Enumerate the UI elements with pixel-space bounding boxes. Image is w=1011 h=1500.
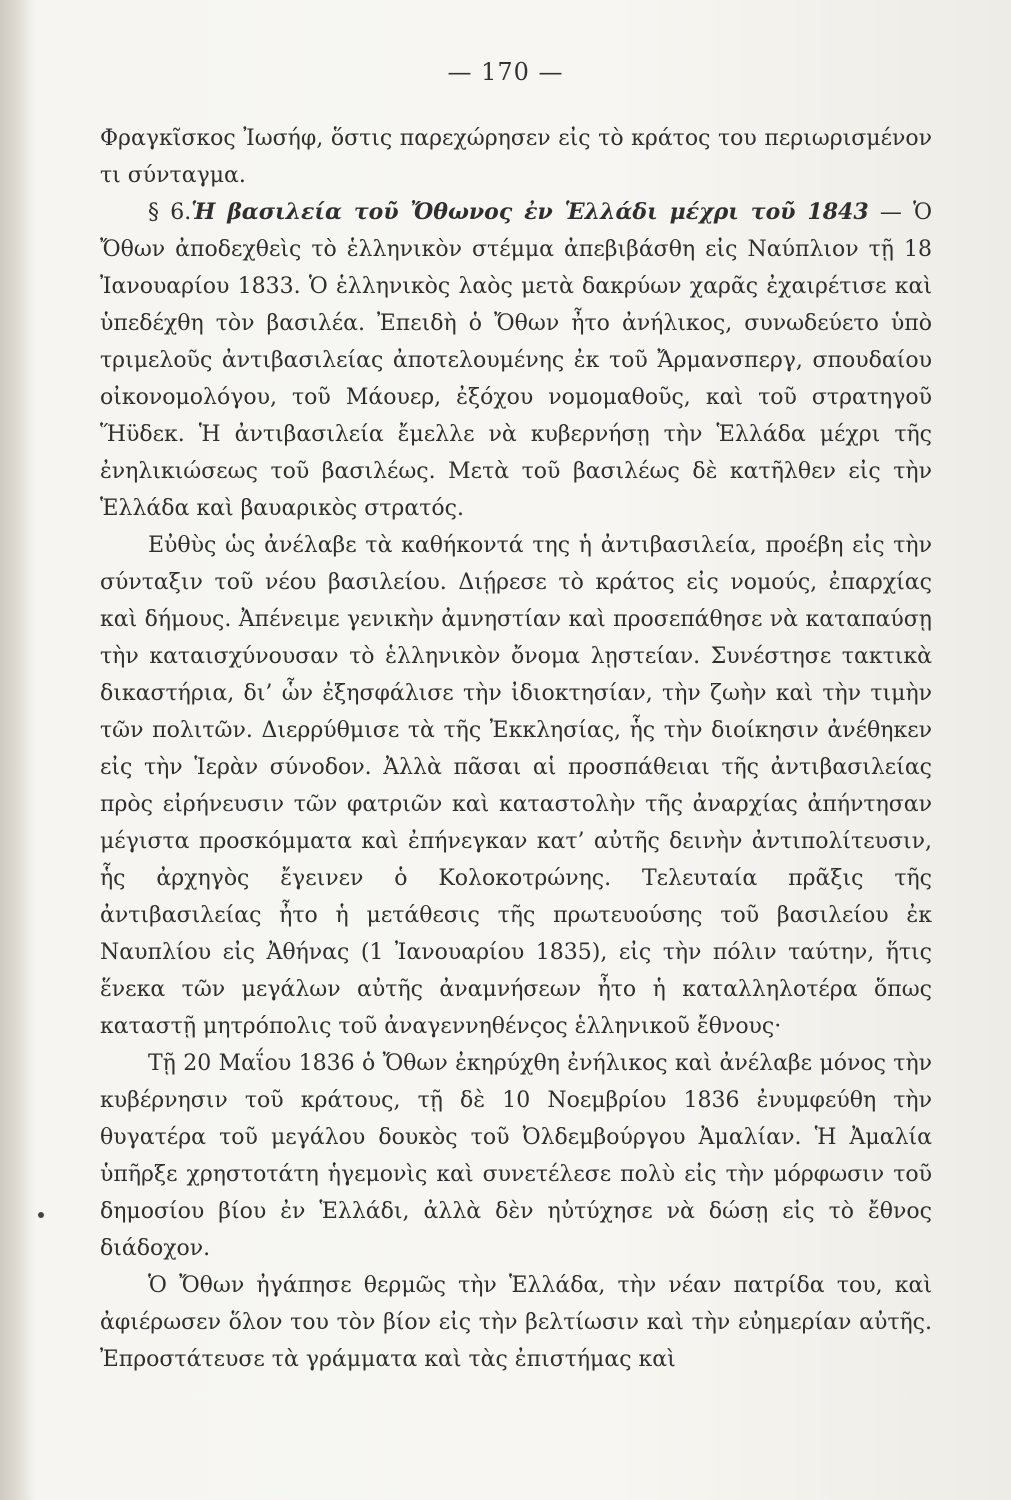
paragraph: Τῇ 20 Μαΐου 1836 ὁ Ὄθων ἐκηρύχθη ἐνήλικος καὶ ἀνέλαβε μόνος τὴν κυβέρνησιν τοῦ κράτους, τῇ δὲ 10 Νοεμβρίου 1836 ἐνυμφεύθη τὴν θυγατέρα τοῦ μεγάλου δουκὸς τοῦ Ὀλδεμβούργου Ἀμαλίαν. Ἡ Ἀμαλία ὑπῆρξε χρηστοτάτη ἡγεμονὶς καὶ συνετέλεσε πολὺ εἰς τὴν μόρφωσιν τοῦ δημοσίου βίου ἐν Ἑλλάδι, ἀλλὰ δὲν ηὐτύχησε νὰ δώσῃ εἰς τὸ ἔθνος διάδοχον. xyxy=(100,1051,932,1261)
paragraph-continuation: Φραγκῖσκος Ἰωσήφ, ὅστις παρεχώρησεν εἰς τὸ κράτος του περιωρισμένον τι σύνταγμα. xyxy=(100,126,932,188)
section-heading: Ἡ βασιλεία τοῦ Ὄθωνος ἐν Ἑλλάδι μέχρι τοῦ 1843 xyxy=(191,199,869,225)
ink-spot xyxy=(38,1212,44,1218)
body-text xyxy=(100,120,932,1378)
page-number: — 170 — xyxy=(447,58,564,86)
paragraph-section-6 xyxy=(100,194,932,527)
paragraph: Εὐθὺς ὡς ἀνέλαβε τὰ καθήκοντά της ἡ ἀντιβασιλεία, προέβη εἰς τὴν σύνταξιν τοῦ νέου βασιλείου. Διῄρεσε τὸ κράτος εἰς νομούς, ἐπαρχίας καὶ δήμους. Ἀπένειμε γενικὴν ἀμνηστίαν καὶ προσεπάθησε νὰ καταπαύσῃ τὴν καταισχύνουσαν τὸ ἑλληνικὸν ὄνομα λῃστείαν. Συνέστησε τακτικὰ δικαστήρια, δι’ ὧν ἐξησφάλισε τὴν ἰδιοκτησίαν, τὴν ζωὴν καὶ τὴν τιμὴν τῶν πολιτῶν. Διερρύθμισε τὰ τῆς Ἐκκλησίας, ἧς τὴν διοίκησιν ἀνέθηκεν εἰς τὴν Ἱερὰν σύνοδον. Ἀλλὰ πᾶσαι αἱ προσπάθειαι τῆς ἀντιβασιλείας πρὸς εἰρήνευσιν τῶν φατριῶν καὶ καταστολὴν τῆς ἀναρχίας ἀπήντησαν μέγιστα προσκόμματα καὶ ἐπήνεγκαν κατ’ αὐτῆς δεινὴν ἀντιπολίτευσιν, ἧς ἀρχηγὸς ἔγεινεν ὁ Κολοκοτρώνης. Τελευταία πρᾶξις τῆς ἀντιβασιλείας ἦτο ἡ μετάθεσις τῆς πρωτευούσης τοῦ βασιλείου ἐκ Ναυπλίου εἰς Ἀθήνας (1 Ἰανουαρίου 1835), εἰς τὴν πόλιν ταύτην, ἥτις ἕνεκα τῶν μεγάλων αὐτῆς ἀναμνήσεων ἦτο ἡ καταλληλοτέρα ὅπως καταστῇ μητρόπολις τοῦ ἀναγεννηθένςος ἑλληνικοῦ ἔθνους· xyxy=(100,533,932,1039)
section-text: — Ὁ Ὄθων ἀποδεχθεὶς τὸ ἑλληνικὸν στέμμα ἀπεβιβάσθη εἰς Ναύπλιον τῇ 18 Ἰανουαρίου 1833. Ὁ ἑλληνικὸς λαὸς μετὰ δακρύων χαρᾶς ἐχαιρέτισε καὶ ὑπεδέχθη τὸν βασιλέα. Ἐπειδὴ ὁ Ὄθων ἦτο ἀνήλικος, συνωδεύετο ὑπὸ τριμελοῦς ἀντιβασιλείας ἀποτελουμένης ἐκ τοῦ Ἄρμανσπεργ, σπουδαίου οἰκονομολόγου, τοῦ Μάουερ, ἐξόχου νομομαθοῦς, καὶ τοῦ στρατηγοῦ Ἥϋδεκ. Ἡ ἀντιβασιλεία ἔμελλε νὰ κυβερνήσῃ τὴν Ἑλλάδα μέχρι τῆς ἐνηλικιώσεως τοῦ βασιλέως. Μετὰ τοῦ βασιλέως δὲ κατῆλθεν εἰς τὴν Ἑλλάδα καὶ βαυαρικὸς στρατός. xyxy=(100,200,933,521)
paragraph: Ὁ Ὄθων ἠγάπησε θερμῶς τὴν Ἑλλάδα, τὴν νέαν πατρίδα του, καὶ ἀφιέρωσεν ὅλον του τὸν βίον εἰς τὴν βελτίωσιν καὶ τὴν εὐημερίαν αὐτῆς. Ἐπροστάτευσε τὰ γράμματα καὶ τὰς ἐπιστήμας καὶ xyxy=(100,1273,932,1372)
binding-shadow xyxy=(0,0,36,1500)
section-mark: § 6. xyxy=(148,200,192,225)
